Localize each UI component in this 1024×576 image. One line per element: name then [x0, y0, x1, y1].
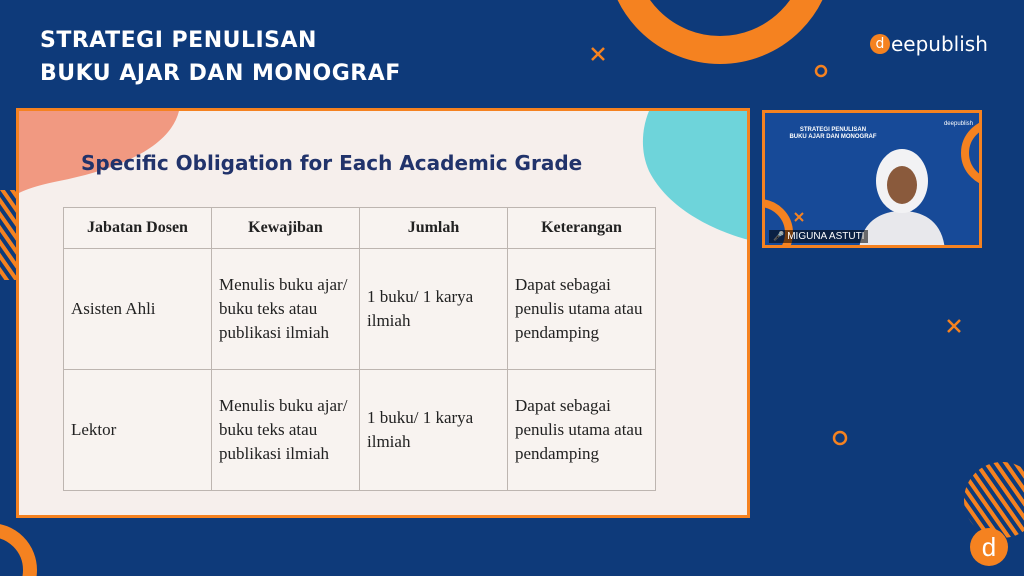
participant-name-label [769, 230, 868, 243]
brand-name: eepublish [891, 32, 988, 56]
orange-arc-decoration [600, 0, 840, 80]
participant-name: MIGUNA ASTUTI [787, 231, 865, 242]
striped-edge-decoration [0, 190, 16, 280]
brand-logo [870, 32, 988, 56]
table-cell: Lektor [64, 370, 212, 491]
ring-icon [814, 64, 828, 78]
table-header-row [64, 208, 656, 249]
webcam-mini-brand: deepublish [943, 121, 973, 127]
slide-heading: Specific Obligation for Each Academic Grade [81, 151, 583, 175]
table-row [64, 249, 656, 370]
table-cell: 1 buku/ 1 karya ilmiah [360, 249, 508, 370]
table-cell: 1 buku/ 1 karya ilmiah [360, 370, 508, 491]
table-cell: Menulis buku ajar/ buku teks atau publikasi ilmiah [212, 249, 360, 370]
title-line-2: BUKU AJAR DAN MONOGRAF [40, 61, 401, 86]
participant-video-tile[interactable] [762, 110, 982, 248]
microphone-icon: 🎤 [773, 231, 785, 241]
shared-slide [16, 108, 750, 518]
column-header: Jumlah [360, 208, 508, 249]
page-title [40, 24, 401, 90]
x-mark-icon [590, 46, 606, 62]
webcam-mini-title: STRATEGI PENULISAN BUKU AJAR DAN MONOGRAF [789, 127, 877, 140]
column-header: Kewajiban [212, 208, 360, 249]
column-header: Keterangan [508, 208, 656, 249]
table-cell: Asisten Ahli [64, 249, 212, 370]
obligation-table [63, 207, 656, 491]
table-cell: Menulis buku ajar/ buku teks atau publikasi ilmiah [212, 370, 360, 491]
deepublish-logo-icon: d [970, 528, 1008, 566]
title-line-1: STRATEGI PENULISAN [40, 28, 317, 53]
table-cell: Dapat sebagai penulis utama atau pendamping [508, 370, 656, 491]
deepublish-logo-icon: d [870, 34, 890, 54]
x-mark-icon [946, 318, 962, 334]
table-row [64, 370, 656, 491]
ring-icon [832, 430, 848, 446]
table-cell: Dapat sebagai penulis utama atau pendamping [508, 249, 656, 370]
column-header: Jabatan Dosen [64, 208, 212, 249]
